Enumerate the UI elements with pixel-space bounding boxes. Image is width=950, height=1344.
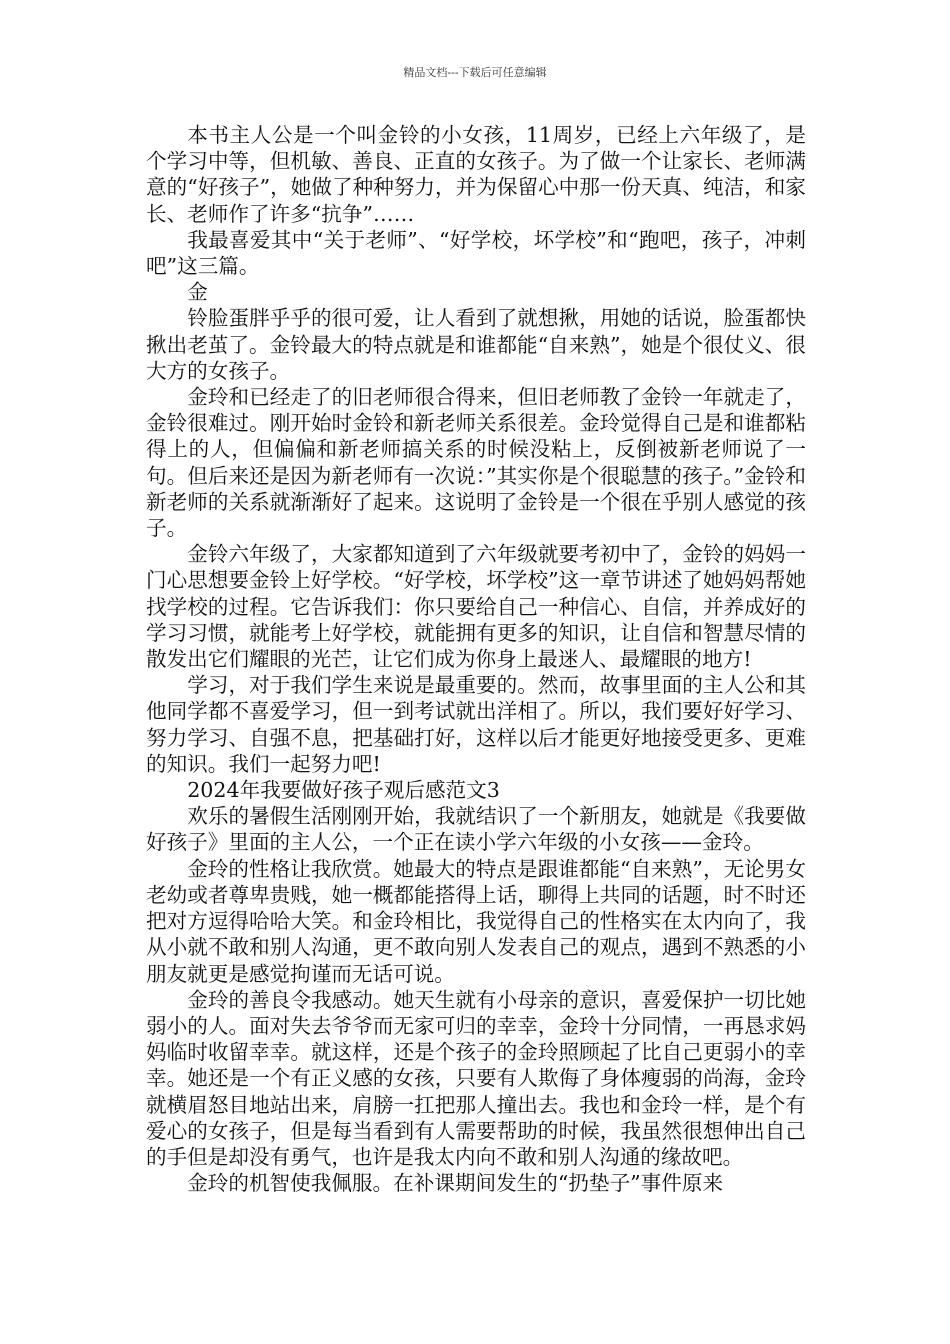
- document-body: [146, 122, 806, 1196]
- paragraph: 金铃六年级了，大家都知道到了六年级就要考初中了，金铃的妈妈一门心思想要金铃上好学校。“好学校，坏学校”这一章节讲述了她妈妈帮她找学校的过程。它告诉我们：你只要给自己一种信心、自信，并养成好的学习习惯，就能考上好学校，就能拥有更多的知识，让自信和智慧尽情的散发出它们耀眼的光芒，让它们成为你身上最迷人、最耀眼的地方!: [146, 542, 806, 672]
- paragraph: 铃脸蛋胖乎乎的很可爱，让人看到了就想揪，用她的话说，脸蛋都快揪出老茧了。金铃最大的特点就是和谁都能“自来熟”，她是个很仗义、很大方的女孩子。: [146, 306, 806, 383]
- section-heading: 2024年我要做好孩子观后感范文3: [187, 778, 500, 803]
- paragraph: 金玲的善良令我感动。她天生就有小母亲的意识，喜爱保护一切比她弱小的人。面对失去爷爷而无家可归的幸幸，金玲十分同情，一再恳求妈妈临时收留幸幸。就这样，还是个孩子的金玲照顾起了比自己更弱小的幸幸。她还是一个有正义感的女孩，只要有人欺侮了身体瘦弱的尚海，金玲就横眉怒目地站出来，肩膀一扛把那人撞出去。我也和金玲一样，是个有爱心的女孩子，但是每当看到有人需要帮助的时候，我虽然很想伸出自己的手但是却没有勇气，也许是我太内向不敢和别人沟通的缘故吧。: [146, 987, 806, 1169]
- paragraph: 金玲和已经走了的旧老师很合得来，但旧老师教了金铃一年就走了，金铃很难过。刚开始时金铃和新老师关系很差。金玲觉得自己是和谁都粘得上的人，但偏偏和新老师搞关系的时候没粘上，反倒被新老师说了一句。但后来还是因为新老师有一次说：”其实你是个很聪慧的孩子。”金铃和新老师的关系就渐渐好了起来。这说明了金铃是一个很在乎别人感觉的孩子。: [146, 385, 806, 541]
- page-header: 精品文档---下载后可任意编辑: [403, 66, 547, 79]
- paragraph: 欢乐的暑假生活刚刚开始，我就结识了一个新朋友，她就是《我要做好孩子》里面的主人公，一个正在读小学六年级的小女孩——金玲。: [146, 804, 806, 855]
- paragraph: 我最喜爱其中“关于老师”、“好学校，坏学校”和“跑吧，孩子，冲刺吧”这三篇。: [146, 227, 806, 279]
- paragraph: 金玲的性格让我欣赏。她最大的特点是跟谁都能“自来熟”，无论男女老幼或者尊卑贵贱，她一概都能搭得上话，聊得上共同的话题，时不时还把对方逗得哈哈大笑。和金玲相比，我觉得自己的性格实在太内向了，我从小就不敢和别人沟通，更不敢向别人发表自己的观点，遇到不熟悉的小朋友就更是感觉拘谨而无话可说。: [146, 856, 806, 986]
- paragraph: 金玲的机智使我佩服。在补课期间发生的“扔垫子”事件原来: [187, 1171, 724, 1196]
- paragraph: 学习，对于我们学生来说是最重要的。然而，故事里面的主人公和其他同学都不喜爱学习，但一到考试就出洋相了。所以，我们要好好学习、努力学习、自强不息，把基础打好，这样以后才能更好地接受更多、更难的知识。我们一起努力吧!: [146, 673, 806, 776]
- paragraph: 本书主人公是一个叫金铃的小女孩，11周岁，已经上六年级了，是个学习中等，但机敏、善良、正直的女孩子。为了做一个让家长、老师满意的“好孩子”，她做了种种努力，并为保留心中那一份天真、纯洁，和家长、老师作了许多“抗争”……: [146, 123, 806, 226]
- paragraph: 金: [187, 280, 208, 305]
